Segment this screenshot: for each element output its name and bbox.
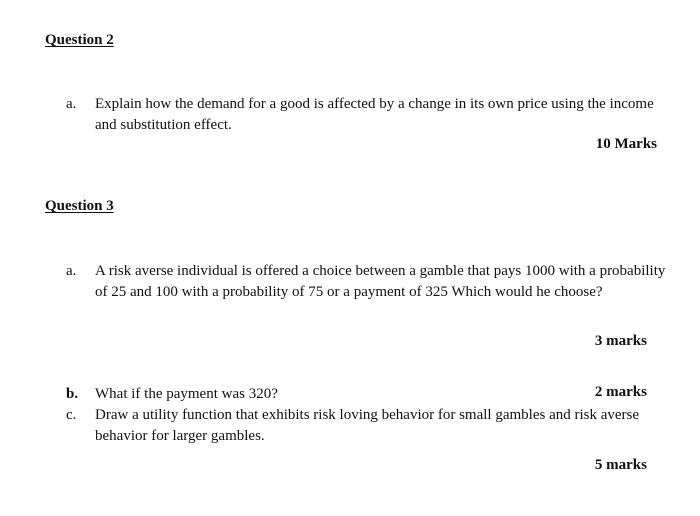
question-3b-label: b. [66,386,79,402]
question-3c-marks: 5 marks [594,457,647,473]
question-3-heading: Question 3 [45,198,114,214]
question-3b-marks: 2 marks [594,384,647,400]
question-3a [66,261,676,303]
question-3c [66,405,652,447]
question-2-heading: Question 2 [45,32,114,48]
question-3a-marks: 3 marks [594,333,647,349]
question-3a-text: A risk averse individual is offered a choice between a gamble that pays 1000 with a probability of 25 and 100 with a probability of 75 or a payment of 325 Which would he choose? [95,263,666,300]
question-2a-label: a. [66,96,77,112]
question-3b [66,384,676,405]
question-3a-label: a. [66,263,77,279]
question-2a-text: Explain how the demand for a good is affected by a change in its own price using the income and substitution effect. [95,96,654,133]
question-3c-label: c. [66,407,77,423]
question-2a [66,94,662,136]
question-3c-text: Draw a utility function that exhibits risk loving behavior for small gambles and risk averse behavior for larger gambles. [95,407,640,444]
question-3b-text: What if the payment was 320? [95,386,278,402]
question-2-marks: 10 Marks [595,136,657,152]
